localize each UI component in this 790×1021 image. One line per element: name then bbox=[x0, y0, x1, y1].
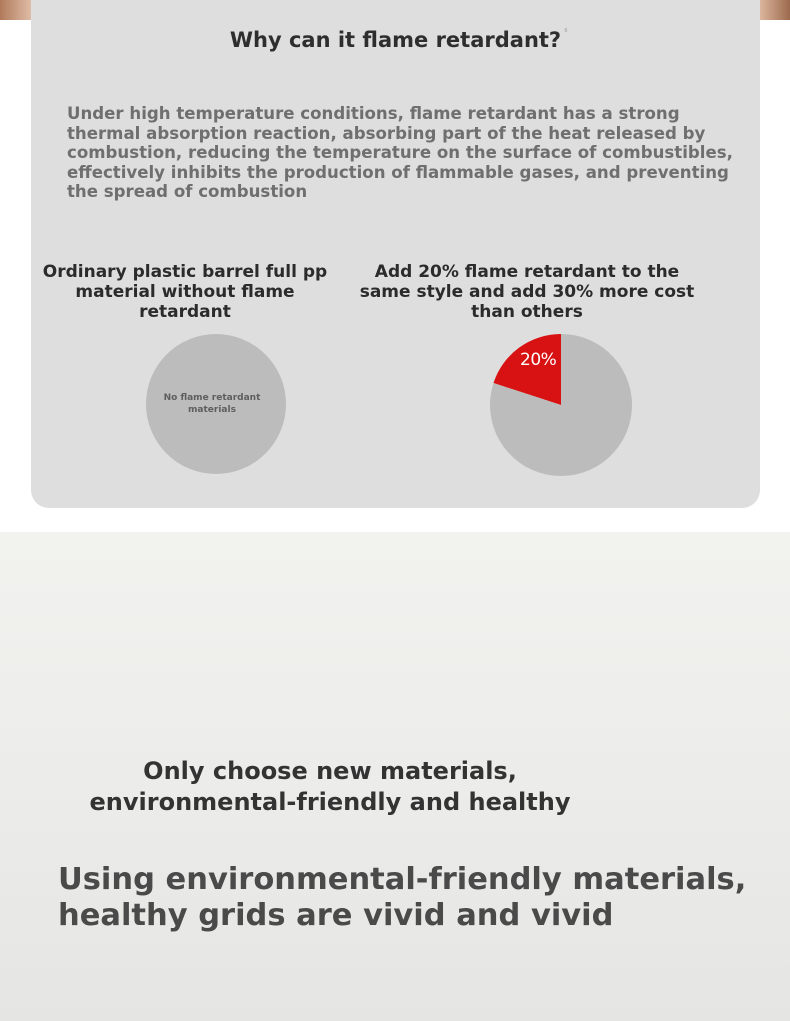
pie-left-center-label: No flame retardant materials bbox=[163, 393, 261, 415]
flame-retardant-card bbox=[31, 0, 760, 508]
materials-subheadline: Using environmental-friendly materials, healthy grids are vivid and vivid bbox=[58, 862, 747, 933]
top-right-corner-decoration bbox=[755, 0, 790, 20]
card-title: Why can it flame retardant? bbox=[229, 28, 562, 52]
pie-chart-with-retardant bbox=[490, 334, 632, 476]
pie-slice-label-20: 20% bbox=[520, 350, 557, 370]
card-description: Under high temperature conditions, flame retardant has a strong thermal absorption reaction, absorbing part of the heat released by combustion, reducing the temperature on the surface of combustibles, effectively inhibits the production of flammable gases, and preventing the spread of combustion bbox=[67, 104, 733, 202]
title-mark: ˢ bbox=[564, 27, 568, 38]
materials-headline: Only choose new materials, environmental-friendly and healthy bbox=[89, 757, 571, 816]
left-comparison-label: Ordinary plastic barrel full pp material without flame retardant bbox=[42, 262, 328, 322]
right-comparison-label: Add 20% flame retardant to the same style and add 30% more cost than others bbox=[359, 262, 695, 322]
